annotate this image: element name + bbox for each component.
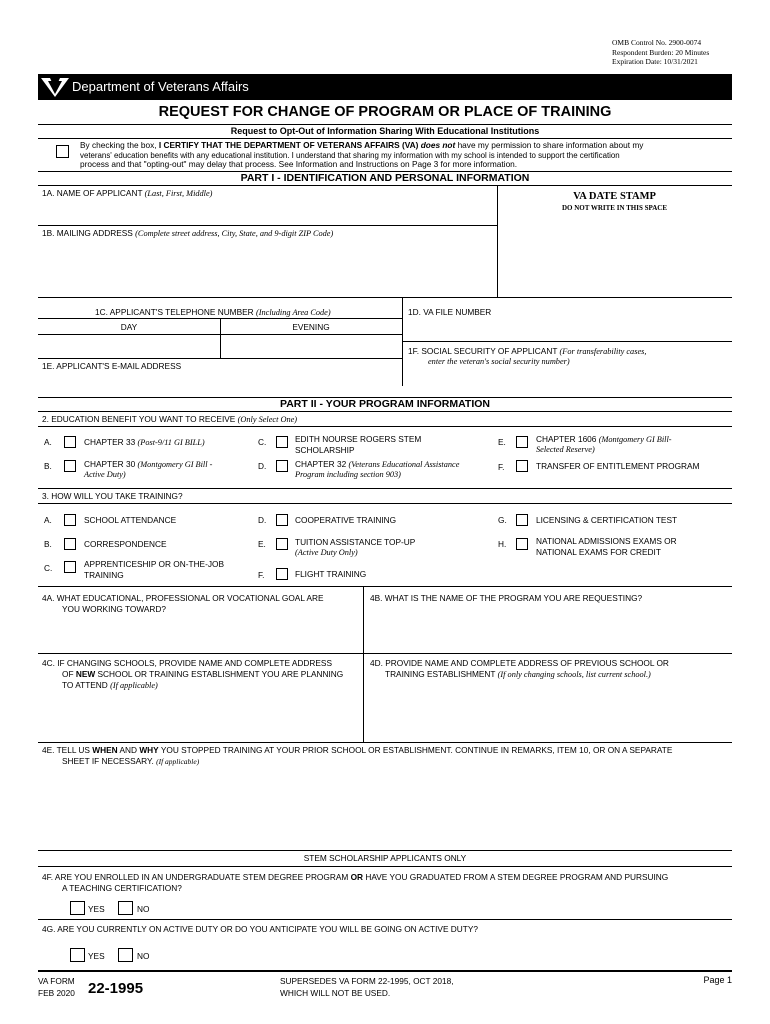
divider: [38, 185, 732, 186]
benefit-e-label: CHAPTER 1606: [536, 434, 599, 444]
training-g-letter: G.: [498, 515, 507, 525]
training-f-letter: F.: [258, 570, 265, 580]
optout-line3: process and that "opting-out" may delay that process. See Information and Instructions on Page 3 for more information.: [80, 159, 518, 169]
training-h-letter: H.: [498, 539, 507, 549]
divider: [38, 850, 732, 851]
training-a-letter: A.: [44, 515, 52, 525]
divider: [38, 138, 732, 139]
training-d-text: COOPERATIVE TRAINING: [295, 515, 397, 525]
training-c-checkbox[interactable]: [64, 561, 76, 573]
benefit-d-text: [295, 459, 459, 470]
benefit-a-text: [84, 437, 205, 448]
q4e-hint: (If applicable): [156, 757, 200, 766]
field-1a-hint: (Last, First, Middle): [144, 189, 213, 198]
q4e-line1: [42, 745, 672, 755]
field-1a-label-text: 1A. NAME OF APPLICANT: [42, 188, 145, 198]
benefit-e-hint2: Selected Reserve): [536, 445, 595, 454]
training-f-text: FLIGHT TRAINING: [295, 569, 367, 579]
training-e-letter: E.: [258, 539, 266, 549]
q4g-yes-label: YES: [88, 951, 105, 961]
field-1f-hint2: enter the veteran's social security number): [428, 357, 570, 366]
divider: [38, 653, 732, 654]
q4f-line1: [42, 872, 668, 882]
q4e-pre: 4E. TELL US: [42, 745, 93, 755]
divider: [38, 225, 497, 226]
q2-label: [42, 414, 297, 425]
evening-label: EVENING: [292, 322, 330, 332]
q2-hint: (Only Select One): [237, 415, 298, 424]
field-1d-input[interactable]: [406, 318, 730, 340]
q4e-line2: [62, 756, 199, 767]
omb-block: [612, 38, 709, 67]
q4b-label: 4B. WHAT IS THE NAME OF THE PROGRAM YOU ARE REQUESTING?: [370, 593, 643, 603]
footer-date: FEB 2020: [38, 988, 75, 998]
q4f-line2: A TEACHING CERTIFICATION?: [62, 883, 182, 893]
training-a-text: SCHOOL ATTENDANCE: [84, 515, 177, 525]
divider: [363, 586, 364, 742]
field-1c-label: [95, 307, 331, 318]
q3-label: 3. HOW WILL YOU TAKE TRAINING?: [42, 491, 183, 501]
q4c-line3: [62, 680, 158, 691]
q4a-line1: 4A. WHAT EDUCATIONAL, PROFESSIONAL OR VOCATIONAL GOAL ARE: [42, 593, 324, 603]
optout-line1-does-not: does not: [418, 140, 456, 150]
q4c-line1: 4C. IF CHANGING SCHOOLS, PROVIDE NAME AND COMPLETE ADDRESS: [42, 658, 332, 668]
training-h-text1: NATIONAL ADMISSIONS EXAMS OR: [536, 536, 677, 546]
field-1e-input[interactable]: [40, 372, 400, 386]
training-h-checkbox[interactable]: [516, 538, 528, 550]
q4e-why: WHY: [139, 745, 159, 755]
q4d-hint: (If only changing schools, list current school.): [497, 670, 651, 679]
training-e-hint: (Active Duty Only): [295, 548, 358, 557]
q4g-no-label: NO: [137, 951, 150, 961]
benefit-c-text1: EDITH NOURSE ROGERS STEM: [295, 434, 422, 444]
day-phone-input[interactable]: [40, 336, 218, 357]
q4f-yes-checkbox[interactable]: [70, 901, 85, 915]
q4c-hint: (If applicable): [110, 681, 158, 690]
training-g-checkbox[interactable]: [516, 514, 528, 526]
training-h-text2: NATIONAL EXAMS FOR CREDIT: [536, 547, 661, 557]
q2-label-text: 2. EDUCATION BENEFIT YOU WANT TO RECEIVE: [42, 414, 238, 424]
va-logo-icon: [40, 76, 70, 98]
q4d-line2-text: TRAINING ESTABLISHMENT: [385, 669, 498, 679]
field-1b-input[interactable]: [40, 240, 496, 296]
q4d-input[interactable]: [366, 682, 730, 741]
field-1a-input[interactable]: [40, 200, 496, 224]
divider: [38, 866, 732, 867]
training-g-text: LICENSING & CERTIFICATION TEST: [536, 515, 678, 525]
benefit-a-label: CHAPTER 33: [84, 437, 138, 447]
q4b-input[interactable]: [366, 606, 730, 652]
respondent-burden: Respondent Burden: 20 Minutes: [612, 47, 710, 57]
field-1b-hint: (Complete street address, City, State, and 9-digit ZIP Code): [135, 229, 334, 238]
benefit-a-checkbox[interactable]: [64, 436, 76, 448]
q4f-yes-label: YES: [88, 904, 105, 914]
q4g-label: 4G. ARE YOU CURRENTLY ON ACTIVE DUTY OR DO YOU ANTICIPATE YOU WILL BE GOING ON ACTIVE DUTY?: [42, 924, 478, 934]
benefit-f-checkbox[interactable]: [516, 460, 528, 472]
divider: [38, 124, 732, 125]
divider: [38, 297, 732, 298]
training-b-letter: B.: [44, 539, 52, 549]
stem-heading: STEM SCHOLARSHIP APPLICANTS ONLY: [303, 853, 467, 863]
training-b-text: CORRESPONDENCE: [84, 539, 167, 549]
q4d-line2: [385, 669, 651, 680]
footer-page-number: Page 1: [703, 975, 732, 985]
q4g-no-checkbox[interactable]: [118, 948, 133, 962]
benefit-b-hint2: Active Duty): [84, 470, 126, 479]
part1-title: PART I - IDENTIFICATION AND PERSONAL INFORMATION: [240, 172, 530, 184]
benefit-c-checkbox[interactable]: [276, 436, 288, 448]
training-f-checkbox[interactable]: [276, 568, 288, 580]
divider: [38, 503, 732, 504]
q4f-post: HAVE YOU GRADUATED FROM A STEM DEGREE PROGRAM AND PURSUING: [363, 872, 669, 882]
divider: [38, 426, 732, 427]
q4e-input[interactable]: [40, 768, 730, 848]
benefit-e-text: [536, 434, 672, 445]
divider: [38, 919, 732, 920]
q4c-line2-post: SCHOOL OR TRAINING ESTABLISHMENT YOU ARE PLANNING: [95, 669, 344, 679]
footer-rule: [38, 970, 732, 972]
q4e-mid: AND: [117, 745, 140, 755]
benefit-c-letter: C.: [258, 437, 267, 447]
agency-name: Department of Veterans Affairs: [72, 79, 249, 94]
training-d-checkbox[interactable]: [276, 514, 288, 526]
q4c-line3-text: TO ATTEND: [62, 680, 111, 690]
q4f-no-label: NO: [137, 904, 150, 914]
training-e-checkbox[interactable]: [276, 538, 288, 550]
field-1f-hint1: (For transferability cases,: [559, 347, 647, 356]
optout-line1-bold: I CERTIFY THAT THE DEPARTMENT OF VETERANS AFFAIRS (VA): [158, 140, 419, 150]
q4c-input[interactable]: [40, 693, 360, 741]
omb-control: OMB Control No. 2900-0074: [612, 38, 702, 47]
benefit-a-hint: (Post-9/11 GI BILL): [137, 438, 205, 447]
q4e-line2-text: SHEET IF NECESSARY.: [62, 756, 157, 766]
day-label: DAY: [120, 322, 138, 332]
divider: [38, 586, 732, 587]
q4e-post: YOU STOPPED TRAINING AT YOUR PRIOR SCHOOL OR ESTABLISHMENT. CONTINUE IN REMARKS, ITEM 10, OR ON A SEPARATE: [158, 745, 673, 755]
stamp-note: DO NOT WRITE IN THIS SPACE: [561, 204, 668, 212]
field-1b-label: [42, 228, 333, 239]
benefit-a-letter: A.: [44, 437, 52, 447]
evening-phone-input[interactable]: [222, 336, 400, 357]
q4a-input[interactable]: [40, 616, 360, 652]
field-1f-label-text: 1F. SOCIAL SECURITY OF APPLICANT: [408, 346, 560, 356]
q4f-or: OR: [350, 872, 364, 882]
divider: [497, 185, 498, 297]
field-1f-input[interactable]: [406, 369, 730, 386]
benefit-f-text: TRANSFER OF ENTITLEMENT PROGRAM: [536, 461, 700, 471]
footer-form-number: 22-1995: [88, 980, 144, 997]
q4a-line2: YOU WORKING TOWARD?: [62, 604, 167, 614]
divider: [38, 411, 732, 412]
form-title: REQUEST FOR CHANGE OF PROGRAM OR PLACE OF TRAINING: [158, 104, 612, 120]
optout-line1: [80, 141, 732, 151]
benefit-f-letter: F.: [498, 462, 505, 472]
benefit-e-hint1: (Montgomery GI Bill-: [598, 435, 672, 444]
field-1d-label: 1D. VA FILE NUMBER: [408, 307, 492, 317]
optout-line1-post: have my permission to share information about my: [455, 140, 644, 150]
training-e-text: TUITION ASSISTANCE TOP-UP: [295, 537, 416, 547]
agency-header-bar: [38, 74, 732, 100]
q4g-yes-checkbox[interactable]: [70, 948, 85, 962]
field-1e-label: 1E. APPLICANT'S E-MAIL ADDRESS: [42, 361, 182, 371]
field-1f-label: [408, 346, 646, 357]
training-d-letter: D.: [258, 515, 267, 525]
q4e-when: WHEN: [92, 745, 118, 755]
training-c-text1: APPRENTICESHIP OR ON-THE-JOB: [84, 559, 224, 569]
optout-line2: veterans' education benefits with any educational institution. I understand that sharing my information with my school is intended to support the certification: [80, 150, 620, 160]
benefit-d-hint2: Program including section 903): [295, 470, 401, 479]
divider: [38, 488, 732, 489]
benefit-b-label: CHAPTER 30: [84, 459, 138, 469]
training-b-checkbox[interactable]: [64, 538, 76, 550]
field-1a-label: [42, 188, 212, 199]
benefit-e-checkbox[interactable]: [516, 436, 528, 448]
q4f-pre: 4F. ARE YOU ENROLLED IN AN UNDERGRADUATE STEM DEGREE PROGRAM: [42, 872, 351, 882]
benefit-d-label: CHAPTER 32: [295, 459, 349, 469]
benefit-b-letter: B.: [44, 461, 52, 471]
optout-text: [80, 141, 732, 170]
training-a-checkbox[interactable]: [64, 514, 76, 526]
divider: [38, 742, 732, 743]
training-c-text2: TRAINING: [84, 570, 124, 580]
benefit-c-text2: SCHOLARSHIP: [295, 445, 355, 455]
footer-supersedes-2: WHICH WILL NOT BE USED.: [280, 988, 391, 998]
optout-checkbox[interactable]: [56, 145, 69, 158]
training-c-letter: C.: [44, 563, 53, 573]
q4c-line2-new: NEW: [75, 669, 96, 679]
field-1b-label-text: 1B. MAILING ADDRESS: [42, 228, 136, 238]
benefit-d-checkbox[interactable]: [276, 460, 288, 472]
q4c-line2-pre: OF: [62, 669, 76, 679]
field-1c-hint: (Including Area Code): [255, 308, 331, 317]
q4d-line1: 4D. PROVIDE NAME AND COMPLETE ADDRESS OF PREVIOUS SCHOOL OR: [370, 658, 669, 668]
benefit-e-letter: E.: [498, 437, 506, 447]
benefit-b-checkbox[interactable]: [64, 460, 76, 472]
benefit-d-hint1: (Veterans Educational Assistance: [348, 460, 460, 469]
benefit-b-hint1: (Montgomery GI Bill -: [137, 460, 213, 469]
field-1c-label-text: 1C. APPLICANT'S TELEPHONE NUMBER: [95, 307, 256, 317]
footer-va-form: VA FORM: [38, 976, 75, 986]
optout-heading: Request to Opt-Out of Information Sharing With Educational Institutions: [230, 126, 540, 136]
divider: [220, 318, 221, 358]
optout-line1-pre: By checking the box,: [80, 140, 159, 150]
q4f-no-checkbox[interactable]: [118, 901, 133, 915]
stamp-title: VA DATE STAMP: [573, 191, 656, 202]
part2-title: PART II - YOUR PROGRAM INFORMATION: [280, 398, 490, 410]
divider: [402, 341, 732, 342]
q4c-line2: [62, 669, 343, 679]
benefit-b-text: [84, 459, 212, 470]
divider: [38, 358, 402, 359]
benefit-d-letter: D.: [258, 461, 267, 471]
footer-supersedes-1: SUPERSEDES VA FORM 22-1995, OCT 2018,: [280, 976, 454, 986]
expiration-date: Expiration Date: 10/31/2021: [612, 57, 698, 66]
